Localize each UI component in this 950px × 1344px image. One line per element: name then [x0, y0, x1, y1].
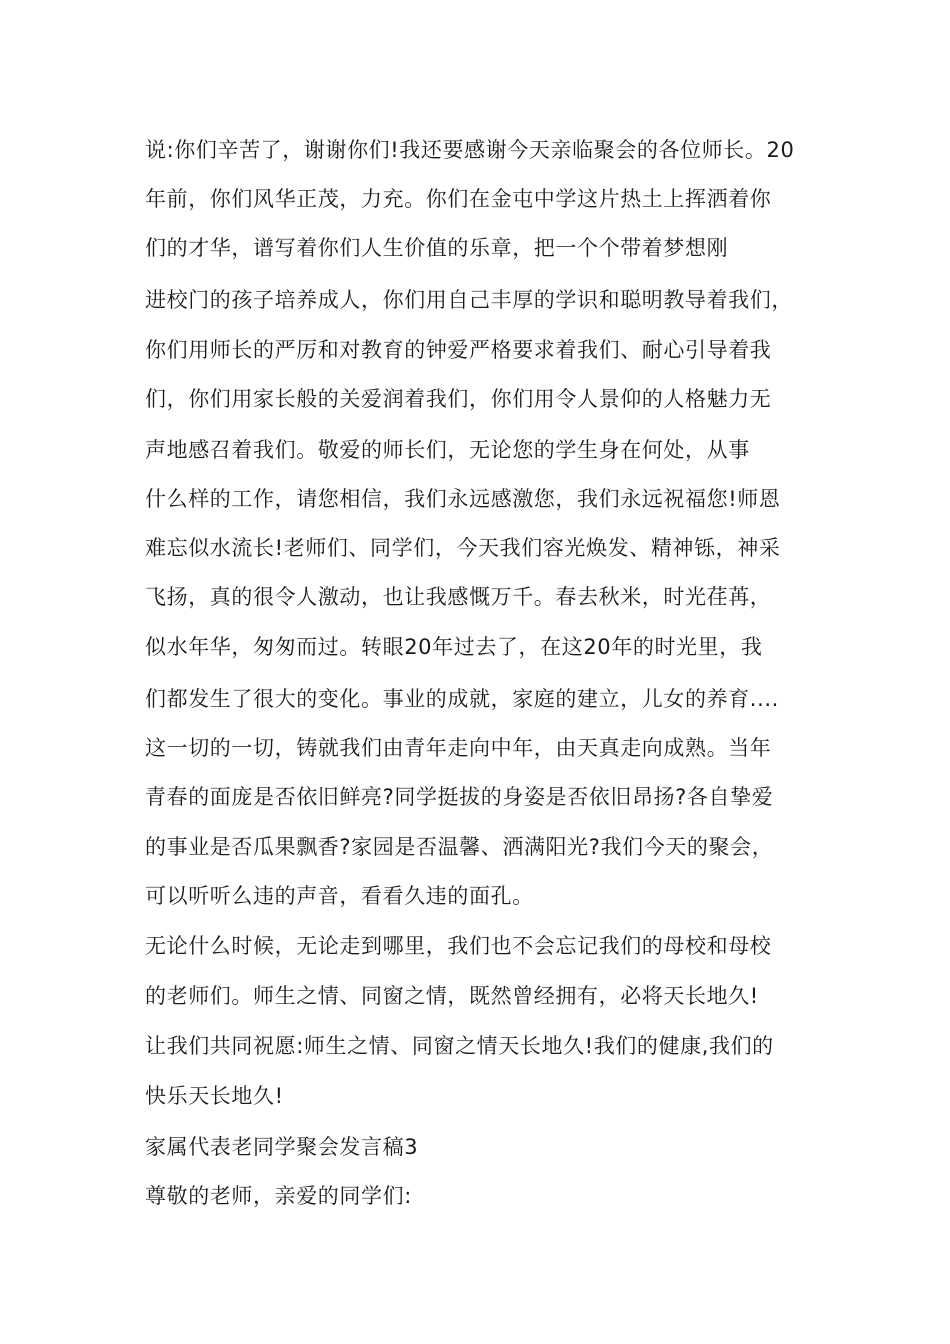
text-line: 快乐天长地久! [145, 1084, 284, 1108]
text-line: 的事业是否瓜果飘香?家园是否温馨、洒满阳光?我们今天的聚会， [145, 835, 774, 859]
text-line: 说:你们辛苦了，谢谢你们!我还要感谢今天亲临聚会的各位师长。20 [145, 138, 795, 162]
text-line: 的老师们。师生之情、同窗之情，既然曾经拥有，必将天长地久! [145, 984, 759, 1008]
text-line: 无论什么时候，无论走到哪里，我们也不会忘记我们的母校和母校 [145, 934, 772, 958]
text-line: 飞扬，真的很令人激动，也让我感慨万千。春去秋米，时光荏苒， [145, 585, 772, 609]
text-line: 们都发生了很大的变化。事业的成就，家庭的建立，儿女的养育.... [145, 687, 779, 711]
section-heading: 家属代表老同学聚会发言稿3 [145, 1135, 419, 1159]
text-line: 们的才华，谱写着你们人生价值的乐章，把一个个带着梦想刚 [145, 236, 729, 260]
text-line: 难忘似水流长!老师们、同学们，今天我们容光焕发、精神铄，神采 [145, 536, 781, 560]
text-line: 可以听听么违的声音，看看久违的面孔。 [145, 884, 534, 908]
text-line: 青春的面庞是否依旧鲜亮?同学挺拔的身姿是否依旧昂扬?各自挚爱 [145, 785, 774, 809]
text-line: 这一切的一切，铸就我们由青年走向中年，由天真走向成熟。当年 [145, 736, 772, 760]
text-line: 你们用师长的严厉和对教育的钟爱严格要求着我们、耐心引导着我 [145, 338, 772, 362]
text-line: 们，你们用家长般的关爱润着我们，你们用令人景仰的人格魅力无 [145, 387, 772, 411]
text-line: 似水年华，匆匆而过。转眼20年过去了，在这20年的时光里，我 [145, 635, 763, 659]
salutation: 尊敬的老师，亲爱的同学们: [145, 1184, 412, 1208]
text-line: 让我们共同祝愿:师生之情、同窗之情天长地久!我们的健康,我们的 [145, 1034, 774, 1058]
text-line: 什么样的工作，请您相信，我们永远感激您，我们永远祝福您!师恩 [145, 487, 781, 511]
text-line: 进校门的孩子培养成人，你们用自己丰厚的学识和聪明教导着我们， [145, 288, 793, 312]
text-line: 年前，你们风华正茂，力充。你们在金屯中学这片热土上挥洒着你 [145, 187, 772, 211]
text-line: 声地感召着我们。敬爱的师长们，无论您的学生身在何处，从事 [145, 438, 750, 462]
